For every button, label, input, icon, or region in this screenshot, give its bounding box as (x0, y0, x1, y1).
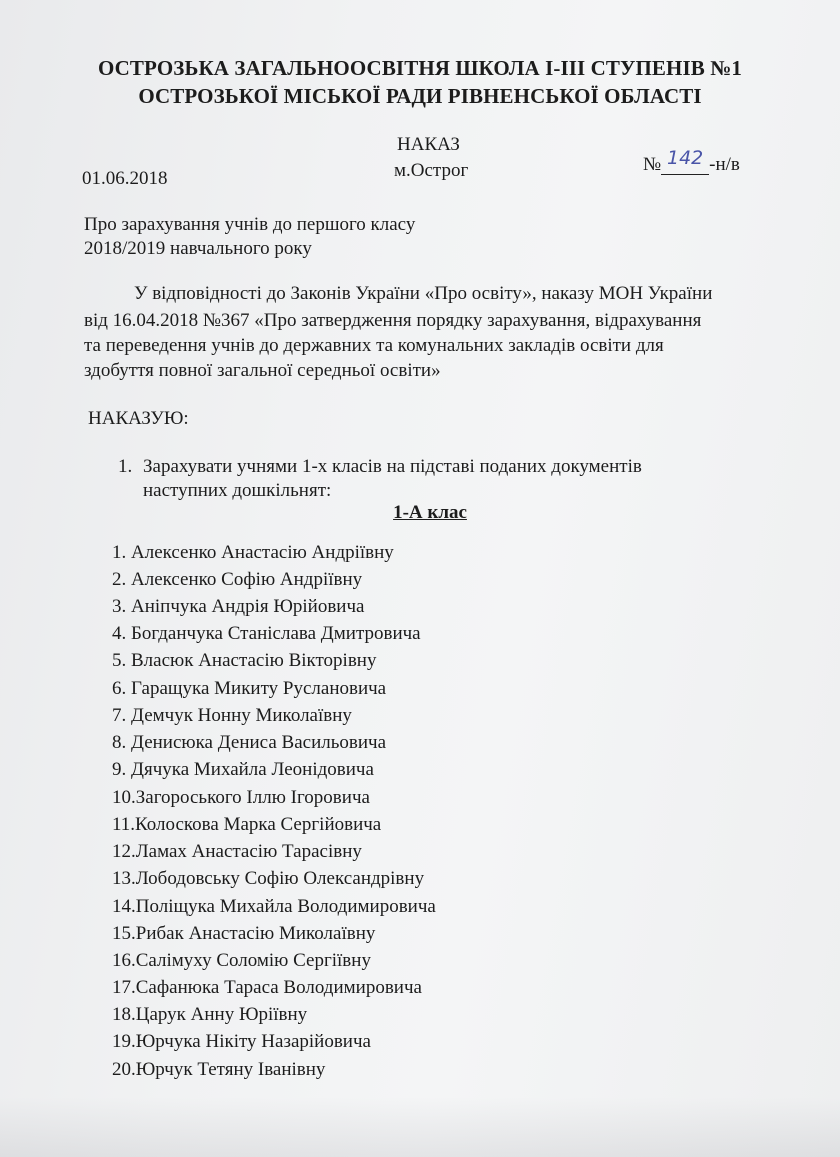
item-1-line-1: Зарахувати учнями 1-х класів на підставі поданих документів (143, 456, 642, 477)
student-row: 12.Ламах Анастасію Тарасівну (112, 841, 362, 862)
student-row: 4. Богданчука Станіслава Дмитровича (112, 623, 421, 644)
student-row: 13.Лободовську Софію Олександрівну (112, 868, 425, 889)
basis-line-2: від 16.04.2018 №367 «Про затвердження порядку зарахування, відрахування (84, 310, 702, 331)
student-row: 19.Юрчука Нікіту Назарійовича (112, 1031, 371, 1052)
school-name-line-1: ОСТРОЗЬКА ЗАГАЛЬНООСВІТНЯ ШКОЛА І-ІІІ СТУПЕНІВ №1 (97, 56, 743, 80)
student-row: 8. Денисюка Дениса Васильовича (112, 732, 387, 753)
item-1-number: 1. (118, 456, 133, 477)
student-row: 11.Колоскова Марка Сергійовича (112, 814, 382, 835)
student-row: 1. Алексенко Анастасію Андріївну (112, 542, 394, 563)
number-suffix: -н/в (709, 154, 740, 175)
order-title: НАКАЗ (397, 134, 460, 155)
number-blank (661, 147, 709, 175)
student-row: 5. Власюк Анастасію Вікторівну (112, 650, 377, 671)
student-row: 3. Аніпчука Андрія Юрійовича (112, 596, 365, 617)
basis-line-1: У відповідності до Законів України «Про освіту», наказу МОН України (134, 283, 713, 304)
order-number (643, 147, 740, 176)
student-row: 18.Царук Анну Юріївну (112, 1004, 308, 1025)
order-date: 01.06.2018 (82, 168, 168, 189)
student-row: 15.Рибак Анастасію Миколаївну (112, 923, 376, 944)
student-row: 20.Юрчук Тетяну Іванівну (112, 1059, 326, 1080)
subject-line-2: 2018/2019 навчального року (84, 238, 312, 259)
student-row: 6. Гаращука Микиту Руслановича (112, 678, 387, 699)
basis-line-3: та переведення учнів до державних та комунальних закладів освіти для (84, 335, 664, 356)
number-sign: № (643, 154, 662, 175)
class-title: 1-А клас (393, 502, 467, 523)
item-1-line-2: наступних дошкільнят: (143, 480, 332, 501)
student-row: 2. Алексенко Софію Андріївну (112, 569, 363, 590)
subject-line-1: Про зарахування учнів до першого класу (84, 214, 416, 235)
student-row: 14.Поліщука Михайла Володимировича (112, 896, 436, 917)
order-place: м.Острог (394, 160, 469, 181)
order-word: НАКАЗУЮ: (88, 408, 189, 429)
student-row: 16.Салімуху Соломію Сергіївну (112, 950, 371, 971)
basis-line-4: здобуття повної загальної середньої освіти» (84, 360, 441, 381)
school-name-line-2: ОСТРОЗЬКОЇ МІСЬКОЇ РАДИ РІВНЕНСЬКОЇ ОБЛАСТІ (138, 84, 702, 108)
student-row: 10.Загороського Іллю Ігоровича (112, 787, 370, 808)
student-row: 17.Сафанюка Тараса Володимировича (112, 977, 422, 998)
student-row: 9. Дячука Михайла Леонідовича (112, 759, 374, 780)
student-row: 7. Демчук Нонну Миколаївну (112, 705, 352, 726)
handwritten-number: 142 (667, 147, 704, 169)
